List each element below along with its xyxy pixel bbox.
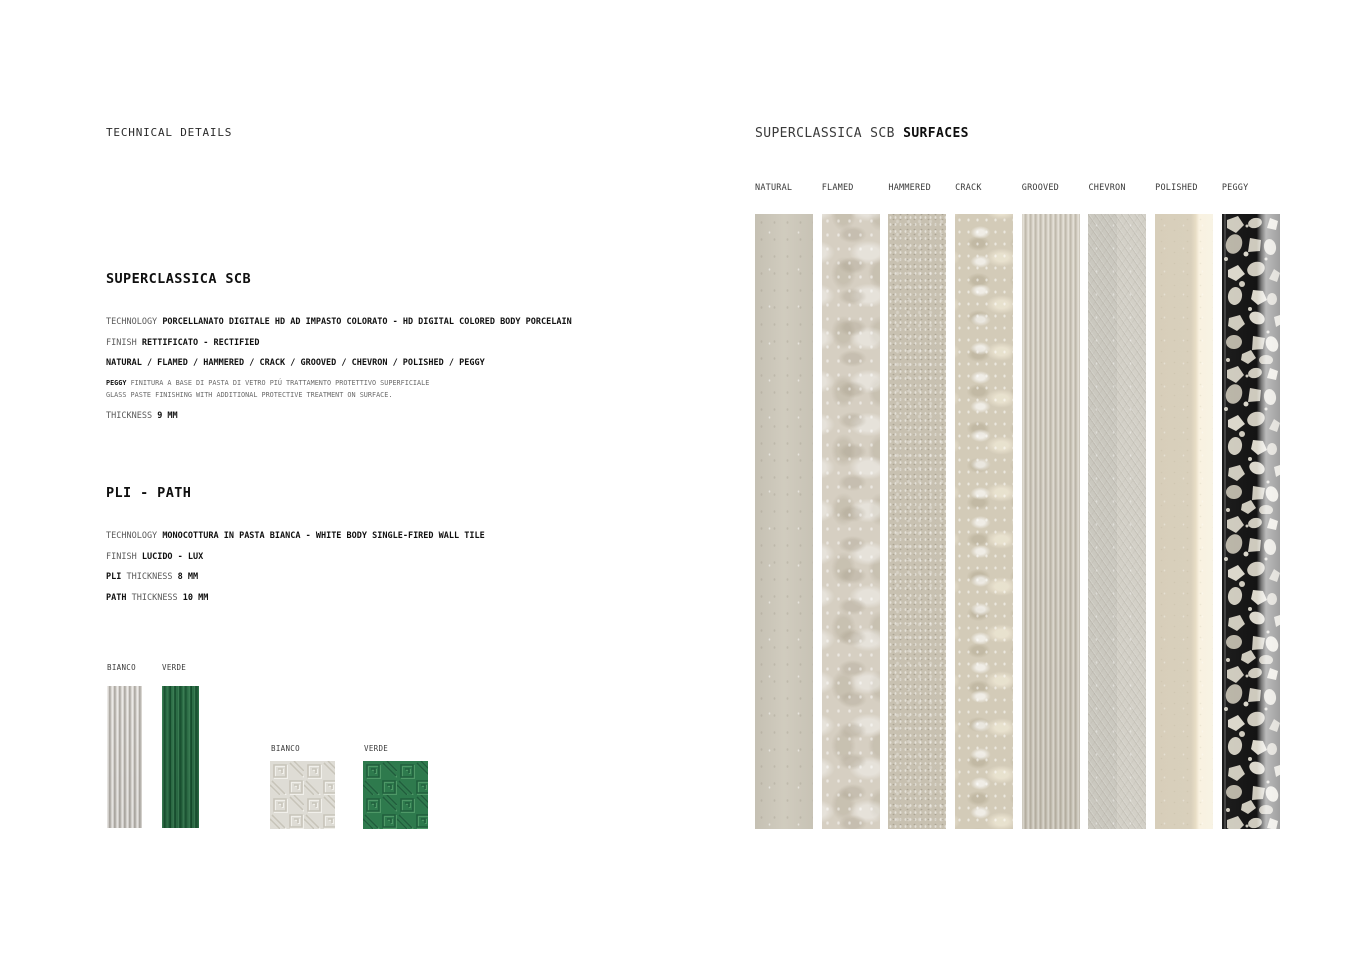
surface-swatch-polished [1155,214,1213,829]
spec-thickness-label: THICKNESS [106,411,153,421]
spec-surfaces-list [106,358,485,368]
product-heading-pli-path: PLI - PATH [106,485,192,501]
spec-surfaces-list-value: NATURAL / FLAMED / HAMMERED / CRACK / GROOVED / CHEVRON / POLISHED / PEGGY [106,358,485,368]
pli-name: PLI [106,572,122,582]
surfaces-heading [755,126,969,141]
pli-path-technology-label: TECHNOLOGY [106,531,158,541]
pli-path-finish-label: FINISH [106,552,137,562]
surfaces-heading-word: SURFACES [903,126,969,141]
spec-finish-label: FINISH [106,338,137,348]
pli-path-finish-value: LUCIDO - LUX [141,552,204,562]
surface-label-flamed: FLAMED [821,183,854,193]
spec-thickness [106,411,178,421]
surface-swatch-crack [955,214,1013,829]
terrazzo-graphic [1222,214,1280,829]
surface-label-hammered: HAMMERED [888,183,931,193]
spec-thickness-value: 9 MM [157,411,178,421]
pli-path-technology-value: MONOCOTTURA IN PASTA BIANCA - WHITE BODY SINGLE-FIRED WALL TILE [162,531,485,541]
peggy-note-line2 [106,391,392,399]
maze-pattern-verde-graphic [363,761,428,829]
spec-technology [106,317,572,327]
peggy-note-label: PEGGY [106,379,127,387]
peggy-note-line1 [106,379,429,387]
surface-label-peggy: PEGGY [1221,183,1249,193]
path-swatch-verde [363,761,428,829]
surface-swatch-hammered [888,214,946,829]
surface-swatch-peggy [1222,214,1280,829]
surface-column-chevron [1088,183,1146,829]
path-swatch-label-bianco: BIANCO [271,744,300,753]
surface-label-chevron: CHEVRON [1088,183,1126,193]
pli-swatch-label-bianco: BIANCO [107,663,136,672]
pli-swatch-bianco [107,686,142,828]
spec-technology-label: TECHNOLOGY [106,317,158,327]
pli-thickness-label: THICKNESS [126,572,173,582]
product-heading-superclassica: SUPERCLASSICA SCB [106,271,251,287]
pli-thickness-value: 8 MM [177,572,199,582]
path-swatch-label-verde: VERDE [364,744,389,753]
surface-label-polished: POLISHED [1155,183,1198,193]
path-thickness-label: THICKNESS [131,593,178,603]
surface-column-peggy [1222,183,1280,829]
surface-swatch-chevron [1088,214,1146,829]
maze-pattern-bianco-graphic [270,761,335,829]
spec-technology-value: PORCELLANATO DIGITALE HD AD IMPASTO COLORATO - HD DIGITAL COLORED BODY PORCELAIN [162,317,572,327]
surface-column-natural [755,183,813,829]
surface-label-grooved: GROOVED [1021,183,1059,193]
surface-label-natural: NATURAL [755,183,793,193]
surface-column-polished [1155,183,1213,829]
peggy-note-italian: FINITURA A BASE DI PASTA DI VETRO PIÚ TRATTAMENTO PROTETTIVO SUPERFICIALE [130,379,430,387]
path-thickness [106,593,208,603]
surface-column-grooved [1022,183,1080,829]
surface-column-flamed [822,183,880,829]
surface-swatch-grooved [1022,214,1080,829]
pli-swatch-verde [162,686,199,828]
pli-swatch-label-verde: VERDE [162,663,187,672]
surfaces-heading-product: SUPERCLASSICA SCB [755,126,895,141]
surface-swatch-natural [755,214,813,829]
path-name: PATH [106,593,127,603]
surface-label-crack: CRACK [955,183,982,193]
pli-thickness [106,572,198,582]
path-thickness-value: 10 MM [182,593,209,603]
surface-swatch-flamed [822,214,880,829]
pli-path-technology [106,531,485,541]
surface-column-crack [955,183,1013,829]
pli-path-finish [106,552,203,562]
surface-column-hammered [888,183,946,829]
page-title: TECHNICAL DETAILS [106,126,233,139]
spec-finish-value: RETTIFICATO - RECTIFIED [141,338,260,348]
spec-finish [106,338,260,348]
path-swatch-bianco [270,761,335,829]
peggy-note-english: GLASS PASTE FINISHING WITH ADDITIONAL PROTECTIVE TREATMENT ON SURFACE. [106,391,393,399]
surface-columns [755,183,1280,829]
